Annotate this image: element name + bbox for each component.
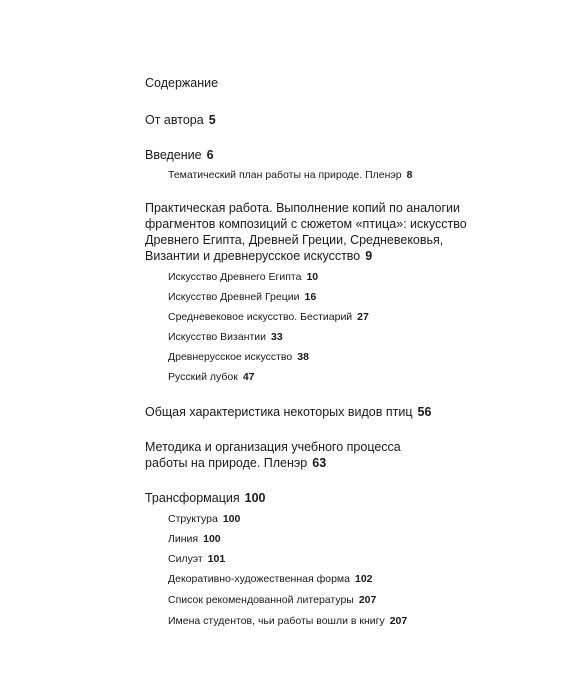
toc-entry-title: Средневековое искусство. Бестиарий xyxy=(168,311,353,323)
toc-subentry xyxy=(168,615,498,628)
toc-entry-page: 8 xyxy=(406,169,413,181)
toc-entry-title: Список рекомендованной литературы xyxy=(168,594,354,606)
toc-entry-title: Общая характеристика некоторых видов птиц xyxy=(145,405,413,419)
toc-entry-page: 6 xyxy=(206,148,214,162)
toc-entry-page: 33 xyxy=(271,331,283,343)
toc-subentry xyxy=(168,331,498,344)
toc-entry-page: 9 xyxy=(365,249,373,263)
toc-entry-title: Силуэт xyxy=(168,553,203,565)
toc-entry-page: 63 xyxy=(312,456,327,470)
toc-entry-page: 101 xyxy=(207,553,226,565)
toc-entry-title: Декоративно-художественная форма xyxy=(168,573,350,585)
toc-entry-title: Структура xyxy=(168,513,218,525)
toc-subentry xyxy=(168,533,498,546)
toc-entry-title: Искусство Древней Греции xyxy=(168,291,300,303)
toc-subentry xyxy=(168,311,498,324)
toc-entry-page: 56 xyxy=(417,405,432,419)
toc-heading: Содержание xyxy=(145,76,219,90)
toc-entry-page: 27 xyxy=(357,311,369,323)
toc-entry-title: Методика и организация учебного процесса работы на природе. Пленэр xyxy=(145,440,401,470)
toc-entry-title: Русский лубок xyxy=(168,371,238,383)
toc-entry-title: Практическая работа. Выполнение копий по аналогии фрагментов композиций с сюжетом «птица»: искусство Древнего Египта, Древней Греции, Средневековья, Византии и древнерусское искусство xyxy=(145,201,467,263)
toc-entry-title: От автора xyxy=(145,113,204,127)
toc-entry-page: 47 xyxy=(242,371,255,383)
toc-entry xyxy=(145,439,405,471)
toc-entry-page: 10 xyxy=(306,271,319,283)
toc-entry-page: 100 xyxy=(222,513,241,525)
toc-subentry xyxy=(168,371,498,384)
toc-entry-title: Искусство Древнего Египта xyxy=(168,271,302,283)
toc-entry-page: 38 xyxy=(297,351,309,363)
toc-subentry xyxy=(168,291,498,304)
toc-entry xyxy=(145,200,470,264)
toc-entry-title: Тематический план работы на природе. Пленэр xyxy=(168,169,402,181)
toc-entry xyxy=(145,404,475,420)
toc-entry-title: Введение xyxy=(145,148,202,162)
toc-entry-page: 102 xyxy=(354,573,373,585)
toc-entry xyxy=(145,112,475,128)
toc-subentry xyxy=(168,594,498,607)
toc-subentry xyxy=(168,271,498,284)
toc-entry xyxy=(145,490,475,506)
toc-entry-title: Имена студентов, чьи работы вошли в книгу xyxy=(168,615,385,627)
toc-subentry xyxy=(168,573,498,586)
toc-entry-page: 16 xyxy=(304,291,317,303)
toc-entry-page: 5 xyxy=(208,113,216,127)
toc-subentry xyxy=(168,513,498,526)
toc-entry-title: Искусство Византии xyxy=(168,331,267,343)
toc-entry-title: Древнерусское искусство xyxy=(168,351,293,363)
toc-subentry xyxy=(168,169,498,182)
toc-entry-page: 100 xyxy=(203,533,221,545)
toc-subentry xyxy=(168,351,498,364)
toc-entry-page: 207 xyxy=(358,594,377,606)
toc-entry-title: Линия xyxy=(168,533,199,545)
toc-entry-title: Трансформация xyxy=(145,491,240,505)
toc-entry-page: 207 xyxy=(389,615,408,627)
toc-entry-page: 100 xyxy=(244,491,266,505)
toc-subentry xyxy=(168,553,498,566)
toc-entry xyxy=(145,147,475,163)
